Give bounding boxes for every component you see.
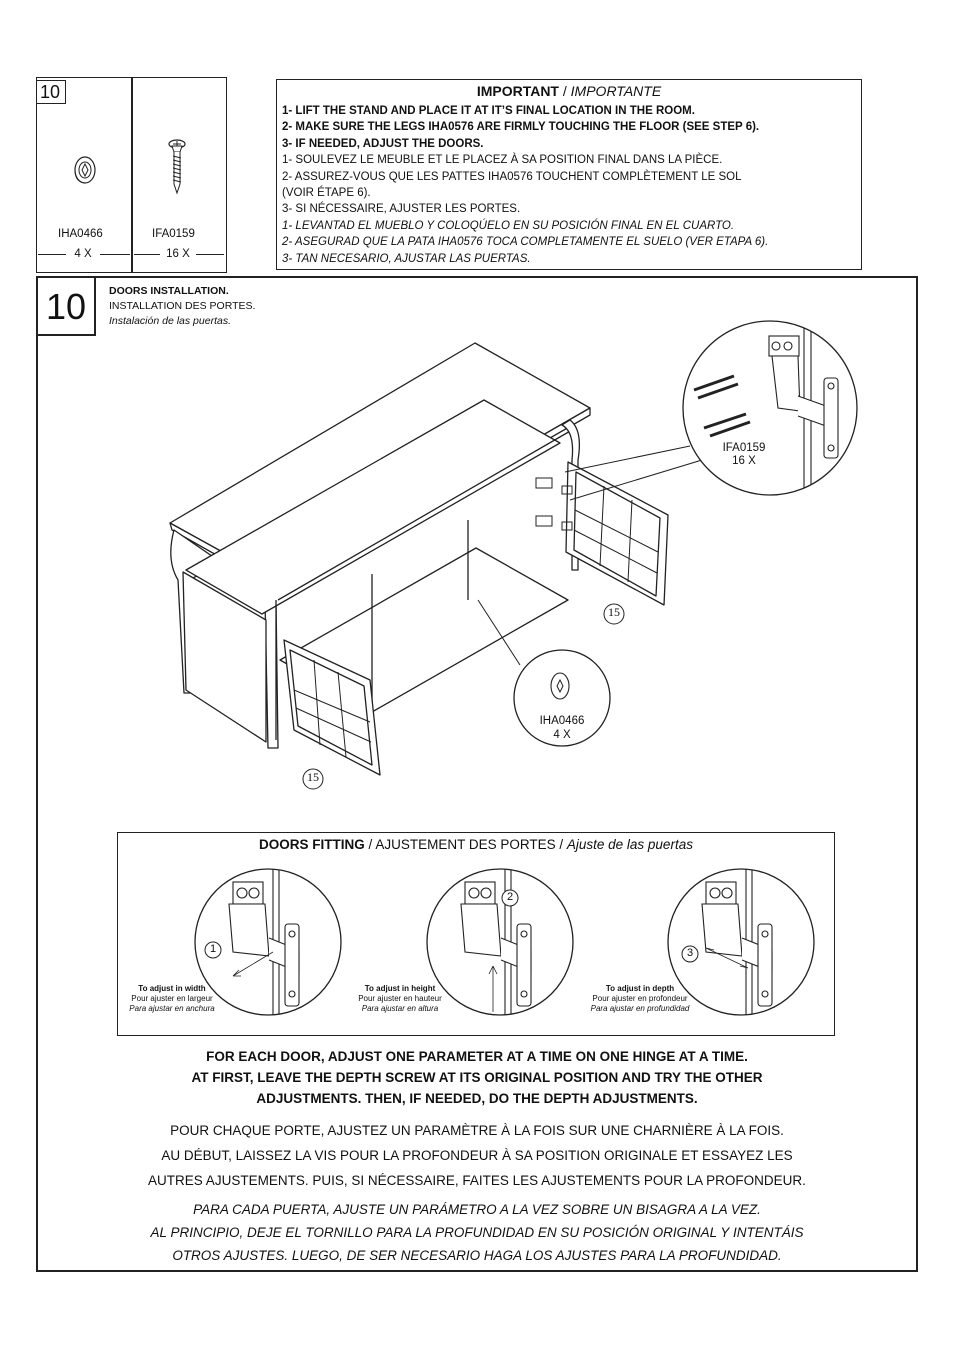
important-en-3: 3- IF NEEDED, ADJUST THE DOORS.	[282, 137, 484, 150]
hinge-detail-callout	[676, 316, 876, 506]
notes-es-1: PARA CADA PUERTA, AJUSTE UN PARÁMETRO A LA VEZ SOBRE UN BISAGRA A LA VEZ.	[193, 1202, 761, 1217]
qty-line-left-a	[38, 254, 66, 255]
important-es-1: 1- LEVANTAD EL MUEBLO Y COLOQÚELO EN SU POSICIÓN FINAL EN EL CUARTO.	[282, 219, 735, 232]
adjust-1-number: 1	[209, 943, 217, 955]
adjust-2-es: Para ajustar en altura	[361, 1004, 439, 1013]
qty-line-right-b	[196, 254, 224, 255]
important-text	[282, 103, 862, 267]
adjust-3-es: Para ajustar en profundidad	[590, 1004, 690, 1013]
part-qty-washer: 4 X	[74, 248, 92, 260]
adjust-2-number: 2	[506, 891, 514, 903]
adjust-3-caption	[586, 984, 694, 1014]
notes-en-1: FOR EACH DOOR, ADJUST ONE PARAMETER AT A TIME ON ONE HINGE AT A TIME.	[206, 1049, 748, 1064]
important-fr-1: 1- SOULEVEZ LE MEUBLE ET LE PLACEZ À SA POSITION FINAL DANS LA PIÈCE.	[282, 154, 723, 167]
step-title-es: Instalación de las puertas.	[109, 315, 231, 327]
parts-divider	[131, 77, 133, 273]
part-code-screw: IFA0159	[152, 228, 195, 240]
important-title	[276, 83, 862, 100]
notes-fr-3: AUTRES AJUSTEMENTS. PUIS, SI NÉCESSAIRE, FAITES LES AJUSTEMENTS POUR LA PROFONDEUR.	[148, 1173, 806, 1188]
adjust-3-fr: Pour ajuster en profondeur	[592, 994, 688, 1003]
adjust-3-number: 3	[686, 947, 694, 959]
notes-es-2: AL PRINCIPIO, DEJE EL TORNILLO PARA LA PROFUNDIDAD EN SU POSICIÓN ORIGINAL Y INTENTÁIS	[150, 1225, 804, 1240]
important-fr-4: 3- SI NÉCESSAIRE, AJUSTER LES PORTES.	[282, 203, 521, 216]
important-fr-2: 2- ASSUREZ-VOUS QUE LES PATTES IHA0576 TOUCHENT COMPLÈTEMENT LE SOL	[282, 170, 742, 183]
notes-es-3: OTROS AJUSTES. LUEGO, DE SER NECESARIO HAGA LOS AJUSTES PARA LA PROFUNDIDAD.	[172, 1248, 782, 1263]
adjust-2-en: To adjust in height	[364, 984, 436, 993]
notes-es	[60, 1198, 894, 1267]
adjust-1-caption	[122, 984, 222, 1014]
important-title-es: IMPORTANTE	[570, 83, 662, 99]
important-en-2: 2- MAKE SURE THE LEGS IHA0576 ARE FIRMLY TOUCHING THE FLOOR (SEE STEP 6).	[282, 121, 760, 134]
adjust-2-fr: Pour ajuster en hauteur	[358, 994, 442, 1003]
part-code-washer: IHA0466	[58, 228, 103, 240]
step-title-fr: INSTALLATION DES PORTES.	[109, 300, 256, 312]
notes-fr	[60, 1118, 894, 1193]
callout-screw-code: IFA0159	[722, 442, 766, 454]
callout-screw-qty: 16 X	[732, 455, 756, 467]
adjust-1-en: To adjust in width	[138, 984, 206, 993]
doors-fitting-title	[117, 837, 835, 853]
important-es-2: 2- ASEGURAD QUE LA PATA IHA0576 TOCA COMPLETAMENTE EL SUELO (VER ETAPA 6).	[282, 236, 769, 249]
parts-step-number: 10	[36, 80, 66, 104]
notes-en	[60, 1046, 894, 1109]
notes-fr-2: AU DÉBUT, LAISSEZ LA VIS POUR LA PROFONDEUR À SA POSITION ORIGINALE ET ESSAYEZ LES	[161, 1148, 793, 1163]
door-label-left: 15	[307, 770, 319, 784]
important-title-sep: /	[559, 83, 571, 99]
adjust-3-en: To adjust in depth	[605, 984, 675, 993]
washer-icon	[70, 150, 102, 190]
fitting-sep-1: /	[364, 837, 376, 852]
step-number-box: 10	[36, 276, 96, 336]
fitting-title-es: Ajuste de las puertas	[566, 837, 693, 852]
notes-en-3: ADJUSTMENTS. THEN, IF NEEDED, DO THE DEPTH ADJUSTMENTS.	[256, 1091, 698, 1106]
adjust-1-fr: Pour ajuster en largeur	[131, 994, 213, 1003]
qty-line-right-a	[134, 254, 160, 255]
callout-washer-code: IHA0466	[539, 715, 585, 727]
important-title-en: IMPORTANT	[476, 83, 559, 99]
fitting-title-en: DOORS FITTING	[259, 837, 365, 852]
important-fr-3: (VOIR ÉTAPE 6).	[282, 187, 371, 200]
step-title-en: DOORS INSTALLATION.	[109, 285, 229, 297]
door-label-right: 15	[608, 605, 620, 619]
screw-icon	[165, 138, 189, 196]
step-titles	[109, 284, 255, 329]
fitting-sep-2: /	[555, 837, 567, 852]
adjust-2-caption	[350, 984, 450, 1014]
important-en-1: 1- LIFT THE STAND AND PLACE IT AT IT’S FINAL LOCATION IN THE ROOM.	[282, 105, 695, 117]
qty-line-left-b	[100, 254, 130, 255]
part-qty-screw: 16 X	[166, 248, 190, 260]
notes-en-2: AT FIRST, LEAVE THE DEPTH SCREW AT ITS ORIGINAL POSITION AND TRY THE OTHER	[191, 1070, 763, 1085]
fitting-title-fr: AJUSTEMENT DES PORTES	[375, 837, 556, 852]
important-es-3: 3- TAN NECESARIO, AJUSTAR LAS PUERTAS.	[282, 252, 531, 265]
notes-fr-1: POUR CHAQUE PORTE, AJUSTEZ UN PARAMÈTRE À LA FOIS SUR UNE CHARNIÈRE À LA FOIS.	[170, 1123, 784, 1138]
callout-washer-qty: 4 X	[553, 729, 571, 741]
adjust-1-es: Para ajustar en anchura	[129, 1004, 215, 1013]
